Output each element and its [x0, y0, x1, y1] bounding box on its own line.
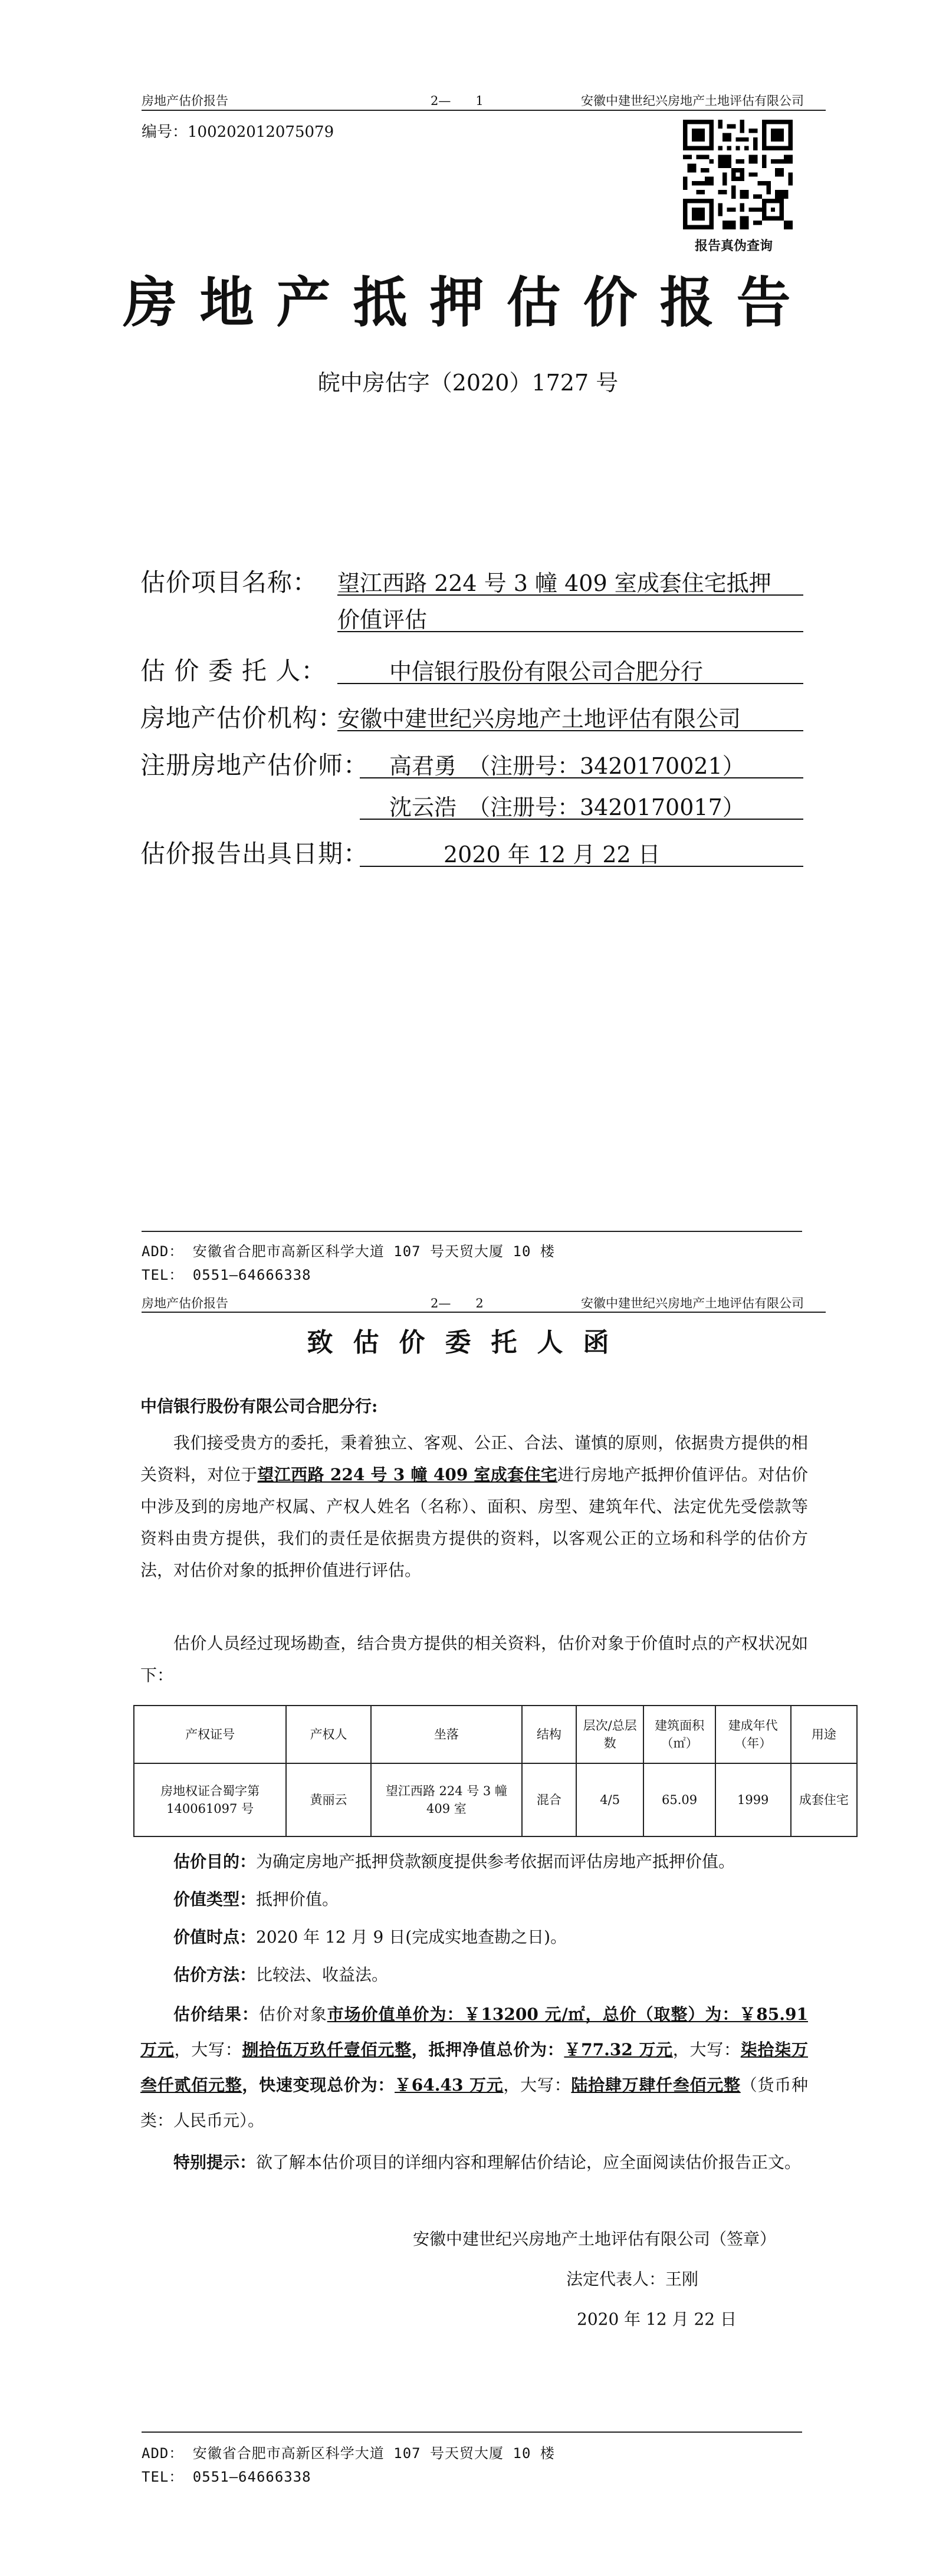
appraiser-2-underline — [360, 819, 803, 820]
value-type-value: 抵押价值。 — [256, 1890, 339, 1909]
report-title: 房地产抵押估价报告 — [123, 271, 813, 334]
mortgage-net-value-words: 柒拾柒万叁仟贰佰元整 — [140, 2040, 808, 2095]
page2-header-left: 房地产估价报告 — [142, 1296, 228, 1310]
table-header-cell: 建成年代（年） — [715, 1706, 791, 1763]
special-note-label: 特别提示： — [173, 2153, 257, 2172]
page1-header-page: 2— 1 — [431, 94, 484, 108]
page2-footer-address: ADD： 安徽省合肥市高新区科学大道 107 号天贸大厦 10 楼 — [142, 2445, 555, 2462]
quick-sale-value-words: 陆拾肆万肆仟叁佰元整 — [571, 2075, 741, 2095]
page1-footer-tel: TEL： 0551—64666338 — [142, 1267, 311, 1283]
report-date-value: 2020 年 12 月 22 日 — [444, 842, 661, 868]
para1-intro: 我们接受贵方的委托，秉着独立、客观、公正、合法、谨慎的原则，依据贵方提供的相关资料，对位于 — [140, 1433, 808, 1484]
page1-header-rule — [142, 110, 826, 111]
client-underline — [337, 683, 803, 684]
addressee: 中信银行股份有限公司合肥分行: — [140, 1397, 378, 1416]
page2-header-page: 2— 2 — [431, 1296, 484, 1310]
agency-underline — [337, 730, 803, 731]
qr-code[interactable] — [683, 120, 793, 229]
agency-label: 房地产估价机构： — [140, 704, 344, 732]
letter-title: 致估价委托人函 — [307, 1328, 629, 1358]
currency-note: （货币种类：人民币元）。 — [140, 2075, 808, 2130]
property-table — [133, 1705, 858, 1837]
method-line — [173, 1959, 846, 1991]
table-cell: 4/5 — [576, 1763, 644, 1836]
project-name-underline1 — [337, 594, 803, 596]
value-type-line — [173, 1884, 846, 1915]
table-header-row — [134, 1706, 857, 1763]
page2-header-right: 安徽中建世纪兴房地产土地评估有限公司 — [581, 1296, 804, 1310]
page2-header-rule — [142, 1312, 826, 1313]
page1-footer-address: ADD： 安徽省合肥市高新区科学大道 107 号天贸大厦 10 楼 — [142, 1243, 555, 1260]
mortgage-net-value: ￥77.32 万元 — [564, 2040, 673, 2059]
page1-header-left: 房地产估价报告 — [142, 94, 228, 108]
project-name-label: 估价项目名称： — [140, 568, 318, 597]
method-label: 估价方法： — [173, 1965, 257, 1984]
table-cell: 成套住宅 — [791, 1763, 857, 1836]
page1-header-right: 安徽中建世纪兴房地产土地评估有限公司 — [581, 94, 804, 108]
project-name-value-line2: 价值评估 — [337, 607, 428, 633]
property-location: 望江西路 224 号 3 幢 409 室成套住宅 — [257, 1465, 558, 1484]
client-value: 中信银行股份有限公司合肥分行 — [389, 659, 704, 685]
appraiser-2: 沈云浩 （注册号：3420170017） — [389, 794, 745, 820]
legal-representative: 法定代表人：王刚 — [566, 2269, 699, 2289]
table-row — [134, 1763, 857, 1836]
report-number: 皖中房估字（2020）1727 号 — [317, 370, 619, 396]
page1-footer-rule — [142, 1231, 802, 1232]
serial-number: 编号：100202012075079 — [142, 123, 334, 141]
report-date-underline — [360, 866, 803, 867]
appraiser-1: 高君勇 （注册号：3420170021） — [389, 753, 745, 779]
result-text-9: ，快速变现总价为： — [242, 2075, 395, 2095]
qr-caption: 报告真伪查询 — [695, 238, 773, 254]
table-header-cell: 产权人 — [286, 1706, 371, 1763]
table-cell: 混合 — [522, 1763, 576, 1836]
project-name-value-line1: 望江西路 224 号 3 幢 409 室成套住宅抵押 — [337, 570, 771, 596]
result-text-3: ，大写： — [174, 2040, 242, 2059]
qr-code-icon — [683, 120, 793, 229]
special-note-text: 欲了解本估价项目的详细内容和理解估价结论，应全面阅读估价报告正文。 — [256, 2153, 802, 2172]
value-date-value: 2020 年 12 月 9 日(完成实地查勘之日)。 — [256, 1927, 567, 1947]
project-name-underline2 — [337, 631, 803, 632]
table-header-cell: 坐落 — [371, 1706, 522, 1763]
quick-sale-value: ￥64.43 万元 — [395, 2075, 504, 2095]
table-header-cell: 产权证号 — [134, 1706, 286, 1763]
signature-date: 2020 年 12 月 22 日 — [577, 2309, 737, 2329]
table-cell: 望江西路 224 号 3 幢 409 室 — [371, 1763, 522, 1836]
table-header-cell: 结构 — [522, 1706, 576, 1763]
result-text-1: 估价对象 — [258, 2005, 327, 2024]
method-value: 比较法、收益法。 — [256, 1965, 389, 1984]
value-type-label: 价值类型： — [173, 1890, 257, 1909]
table-cell: 65.09 — [643, 1763, 715, 1836]
letter-paragraph-1 — [140, 1427, 808, 1586]
purpose-value: 为确定房地产抵押贷款额度提供参考依据而评估房地产抵押价值。 — [256, 1852, 735, 1871]
letter-paragraph-2: 估价人员经过现场勘查，结合贵方提供的相关资料，估价对象于价值时点的产权状况如下： — [140, 1634, 808, 1685]
result-text-11: ，大写： — [503, 2075, 572, 2095]
appraiser-1-underline — [360, 777, 803, 778]
market-value-words: 捌拾伍万玖仟壹佰元整 — [242, 2040, 412, 2059]
table-cell: 房地权证合蜀字第 140061097 号 — [134, 1763, 286, 1836]
page2-footer-tel: TEL： 0551—64666338 — [142, 2469, 311, 2485]
purpose-line — [173, 1846, 846, 1878]
para1-rest: 进行房地产抵押价值评估。对估价中涉及到的房地产权属、产权人姓名（名称）、面积、房型、建筑年代、法定优先受偿款等资料由贵方提供，我们的责任是依据贵方提供的资料，以客观公正的立场和科学的估价方法，对估价对象的抵押价值进行评估。 — [140, 1465, 808, 1580]
client-label: 估 价 委 托 人： — [140, 656, 327, 685]
valuation-result — [140, 1997, 808, 2138]
purpose-label: 估价目的： — [173, 1852, 257, 1871]
result-label: 估价结果： — [173, 2005, 259, 2024]
signature-company: 安徽中建世纪兴房地产土地评估有限公司（签章） — [413, 2229, 777, 2249]
special-note — [140, 2147, 808, 2179]
market-value: 市场价值单价为：￥13200 元/㎡，总价（取整）为：￥85.91 万元 — [140, 2005, 808, 2059]
appraiser-label: 注册房地产估价师： — [140, 751, 369, 780]
result-text-7: ，大写： — [672, 2040, 741, 2059]
report-date-label: 估价报告出具日期： — [140, 839, 369, 868]
page2-footer-rule — [142, 2432, 802, 2433]
table-header-cell: 用途 — [791, 1706, 857, 1763]
agency-value: 安徽中建世纪兴房地产土地评估有限公司 — [337, 706, 741, 732]
value-date-label: 价值时点： — [173, 1927, 257, 1947]
table-header-cell: 层次/总层数 — [576, 1706, 644, 1763]
value-date-line — [173, 1921, 846, 1953]
table-cell: 黄丽云 — [286, 1763, 371, 1836]
result-text-5: ，抵押净值总价为： — [411, 2040, 564, 2059]
table-header-cell: 建筑面积（㎡） — [643, 1706, 715, 1763]
table-cell: 1999 — [715, 1763, 791, 1836]
